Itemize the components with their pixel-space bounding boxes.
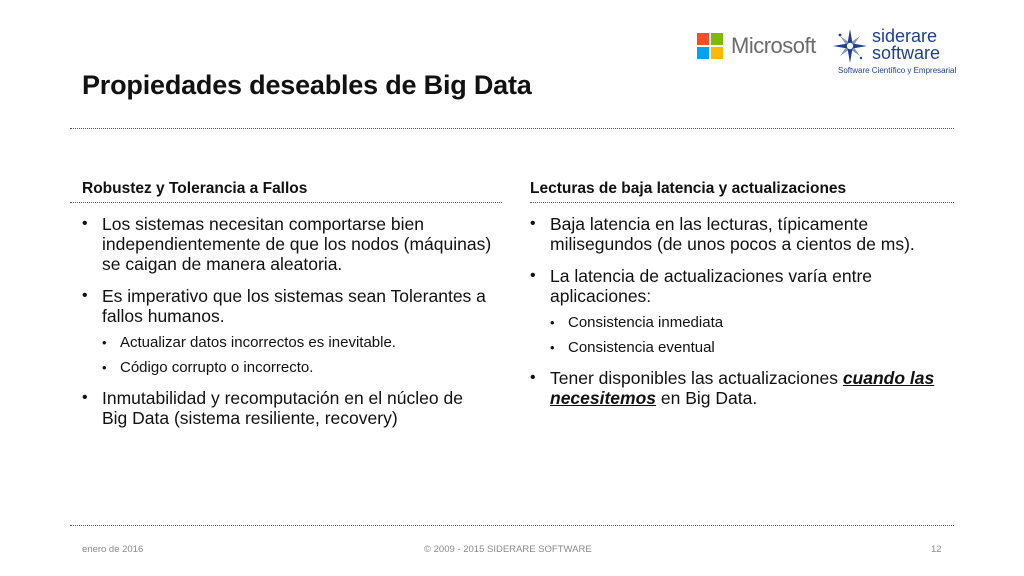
right-heading-divider (530, 202, 954, 203)
list-item: • Inmutabilidad y recomputación en el núcleo de Big Data (sistema resiliente, recovery) (82, 388, 492, 428)
title-divider (70, 128, 954, 129)
list-item: • La latencia de actualizaciones varía entre aplicaciones: • Consistencia inmediata • Consistencia eventual (530, 266, 944, 356)
sub-list-item: • Consistencia eventual (550, 339, 944, 356)
compass-star-icon (832, 28, 868, 64)
list-item: • Los sistemas necesitan comportarse bien independientemente de que los nodos (máquinas) se caigan de manera aleatoria. (82, 214, 492, 274)
left-column-heading: Robustez y Tolerancia a Fallos (82, 180, 308, 197)
right-column (530, 180, 950, 198)
sub-list-item: • Actualizar datos incorrectos es inevitable. (102, 334, 492, 351)
microsoft-logo (697, 33, 816, 59)
microsoft-windows-icon (697, 33, 723, 59)
sub-list-item: • Consistencia inmediata (550, 314, 944, 331)
siderare-logo (832, 26, 957, 80)
sub-list-item: • Código corrupto o incorrecto. (102, 359, 492, 376)
right-bullet-list (530, 214, 944, 420)
list-item: • Baja latencia en las lecturas, típicamente milisegundos (de unos pocos a cientos de ms). (530, 214, 944, 254)
siderare-tagline: Software Científico y Empresarial (838, 66, 957, 75)
left-column (82, 180, 502, 198)
footer-divider (70, 525, 954, 526)
left-heading-divider (70, 202, 502, 203)
right-column-heading: Lecturas de baja latencia y actualizaciones (530, 180, 847, 197)
list-item: • Es imperativo que los sistemas sean Tolerantes a fallos humanos. • Actualizar datos incorrectos es inevitable. • Código corrupto o incorrecto. (82, 286, 492, 376)
microsoft-wordmark: Microsoft (731, 33, 816, 58)
left-bullet-list (82, 214, 492, 440)
emphasized-text: cuando las necesitemos (550, 368, 935, 408)
list-item: • Tener disponibles las actualizaciones cuando las necesitemos en Big Data. (530, 368, 944, 408)
footer-copyright: © 2009 - 2015 SIDERARE SOFTWARE (424, 544, 592, 555)
slide-title: Propiedades deseables de Big Data (82, 70, 532, 100)
sub-bullet-list (550, 314, 944, 356)
sub-bullet-list (102, 334, 492, 376)
siderare-wordmark: siderare software (872, 26, 941, 63)
footer-date: enero de 2016 (82, 544, 144, 555)
page-number: 12 (931, 544, 942, 555)
